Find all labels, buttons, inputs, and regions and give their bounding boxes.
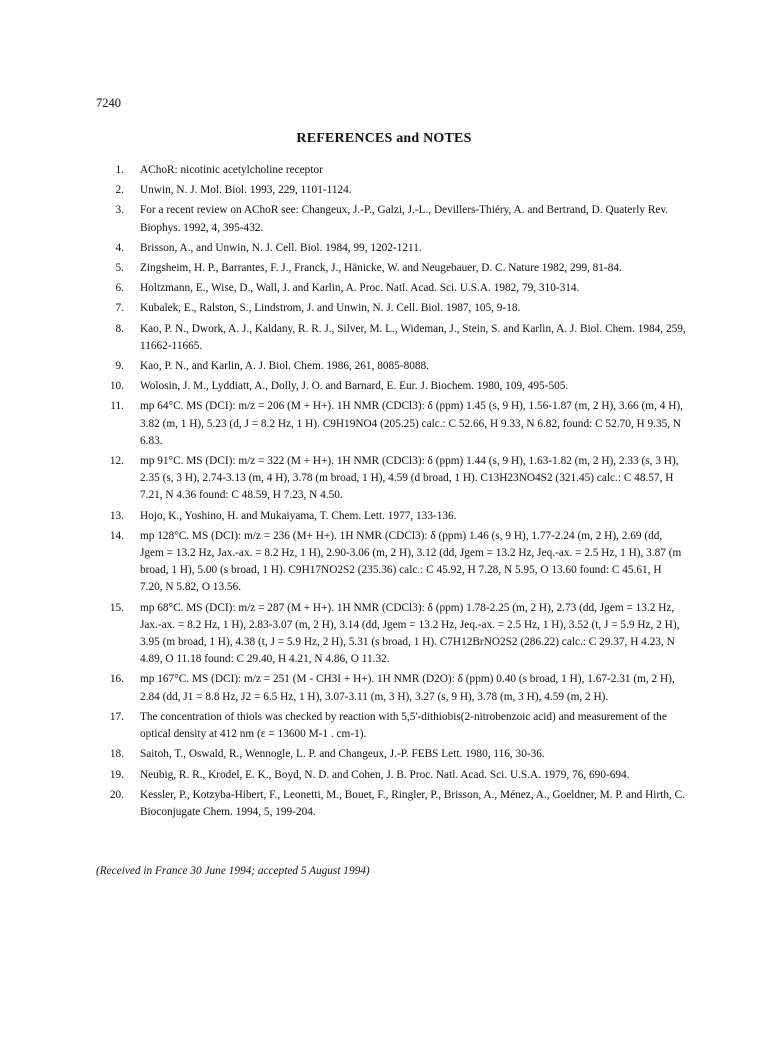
reference-item: [96, 321, 686, 355]
page-number: 7240: [96, 96, 121, 110]
received-note: (Received in France 30 June 1994; accepted 5 August 1994): [96, 865, 370, 877]
reference-item: [96, 358, 686, 375]
reference-number: 1.: [115, 164, 124, 176]
reference-number: 9.: [115, 360, 124, 373]
reference-item: [96, 671, 686, 705]
reference-item: [96, 746, 686, 763]
reference-item: [96, 300, 686, 317]
reference-text: mp 64°C. MS (DCI): m/z = 206 (M + H+). 1H NMR (CDCl3): δ (ppm) 1.45 (s, 9 H), 1.56-1.87 (m, 2 H), 3.66 (m, 4 H), 3.82 (m, 1 H), 5.23 (d, J = 8.2 Hz, 1 H). C9H19NO4 (205.25) calc.: C 52.66, H 9.33, N 6.82, found: C 52.70, H 9.35, N 6.83.: [140, 400, 683, 447]
reference-number: 17.: [109, 710, 124, 723]
reference-item: [96, 508, 686, 525]
reference-text: For a recent review on AChoR see: Changeux, J.-P., Galzi, J.-L., Devillers-Thiéry, A. and Bertrand, D. Quaterly Rev. Biophys. 1992, 4, 395-432.: [140, 204, 669, 234]
reference-text: mp 91°C. MS (DCI): m/z = 322 (M + H+). 1H NMR (CDCl3): δ (ppm) 1.44 (s, 9 H), 1.63-1.82 (m, 2 H), 2.33 (s, 3 H), 2.35 (s, 3 H), 2.74-3.13 (m, 4 H), 3.78 (m broad, 1 H), 4.59 (d broad, 1 H). C13H23NO4S2 (321.45) calc.: C 48.57, H 7.21, N 4.36 found: C 48.59, H 7.23, N 4.50.: [140, 455, 679, 502]
reference-item: [96, 398, 686, 450]
reference-number: 20.: [109, 788, 124, 801]
reference-text: Kao, P. N., and Karlin, A. J. Biol. Chem. 1986, 261, 8085-8088.: [140, 360, 430, 373]
reference-item: [96, 240, 686, 257]
reference-item: [96, 528, 686, 597]
reference-text: Hojo, K., Yoshino, H. and Mukaiyama, T. Chem. Lett. 1977, 133-136.: [140, 509, 457, 522]
reference-number: 6.: [115, 282, 124, 295]
reference-number: 8.: [115, 322, 124, 335]
reference-number: 3.: [115, 204, 124, 217]
reference-number: 4.: [115, 241, 124, 254]
reference-item: [96, 767, 686, 784]
reference-text: The concentration of thiols was checked by reaction with 5,5'-dithiobis(2-nitrobenzoic acid) and measurement of the optical density at 412 nm (ε = 13600 M-1 . cm-1).: [140, 710, 667, 741]
reference-text: Unwin, N. J. Mol. Biol. 1993, 229, 1101-1124.: [140, 184, 352, 197]
reference-item: [96, 453, 686, 505]
reference-number: 16.: [109, 673, 124, 686]
reference-text: Holtzmann, E., Wise, D., Wall, J. and Karlin, A. Proc. Natl. Acad. Sci. U.S.A. 1982, 79, 310-314.: [140, 282, 580, 295]
reference-text: mp 167°C. MS (DCI): m/z = 251 (M - CH3I + H+). 1H NMR (D2O): δ (ppm) 0.40 (s broad, 1 H), 1.67-2.31 (m, 2 H), 2.84 (dd, J1 = 8.8 Hz, J2 = 6.5 Hz, 1 H), 3.07-3.11 (m, 3 H), 3.27 (s, 9 H), 3.78 (m, 3 H), 4.59 (m, 2 H).: [140, 673, 675, 703]
reference-item: [96, 600, 686, 669]
reference-number: 14.: [109, 529, 124, 542]
reference-item: [96, 280, 686, 297]
reference-item: [96, 709, 686, 743]
reference-text: Kessler, P., Kotzyba-Hibert, F., Leonetti, M., Bouet, F., Ringler, P., Brisson, A., Ménez, A., Goeldner, M. P. and Hirth, C. Bioconjugate Chem. 1994, 5, 199-204.: [140, 788, 686, 818]
reference-number: 11.: [110, 400, 124, 413]
reference-number: 10.: [109, 380, 124, 393]
reference-number: 2.: [115, 184, 124, 197]
section-title: REFERENCES and NOTES: [296, 131, 472, 146]
reference-number: 7.: [115, 302, 124, 315]
reference-item: [96, 182, 686, 199]
reference-number: 15.: [109, 601, 124, 614]
reference-text: Saitoh, T., Oswald, R., Wennogle, L. P. and Changeux, J.-P. FEBS Lett. 1980, 116, 30-36.: [140, 748, 545, 761]
reference-text: Neubig, R. R., Krodel, E. K., Boyd, N. D. and Cohen, J. B. Proc. Natl. Acad. Sci. U.S.A. 1979, 76, 690-694.: [140, 768, 630, 781]
reference-text: AChoR: nicotinic acetylcholine receptor: [140, 164, 323, 176]
reference-item: [96, 260, 686, 277]
reference-text: Kubalek, E., Ralston, S., Lindstrom, J. and Unwin, N. J. Cell. Biol. 1987, 105, 9-18.: [140, 302, 521, 315]
reference-item: [96, 378, 686, 395]
reference-number: 12.: [109, 455, 124, 468]
reference-number: 13.: [109, 509, 124, 522]
reference-text: mp 128°C. MS (DCI): m/z = 236 (M+ H+). 1H NMR (CDCl3): δ (ppm) 1.46 (s, 9 H), 1.77-2.24 (m, 2 H), 2.69 (dd, Jgem = 13.2 Hz, Jax.-ax. = 8.2 Hz, 1 H), 2.90-3.06 (m, 2 H), 3.12 (dd, Jgem = 13.2 Hz, Jeq.-ax. = 2.5 Hz, 1 H), 3.87 (m broad, 1 H), 5.00 (s broad, 1 H). C9H17NO2S2 (235.36) calc.: C 45.92, H 7.28, N 5.95, O 13.60 found: C 45.61, H 7.20, N 5.82, O 13.56.: [140, 529, 682, 594]
reference-number: 5.: [115, 262, 124, 275]
reference-text: Wolosin, J. M., Lyddiatt, A., Dolly, J. O. and Barnard, E. Eur. J. Biochem. 1980, 109, 495-505.: [140, 380, 569, 393]
reference-text: Kao, P. N., Dwork, A. J., Kaldany, R. R. J., Silver, M. L., Wideman, J., Stein, S. and Karlin, A. J. Biol. Chem. 1984, 259, 11662-11665.: [140, 322, 686, 352]
reference-item: [96, 787, 686, 821]
reference-item: [96, 162, 686, 179]
reference-number: 19.: [109, 768, 124, 781]
reference-text: mp 68°C. MS (DCI): m/z = 287 (M + H+). 1H NMR (CDCl3): δ (ppm) 1.78-2.25 (m, 2 H), 2.73 (dd, Jgem = 13.2 Hz, Jax.-ax. = 8.2 Hz, 1 H), 2.83-3.07 (m, 2 H), 3.14 (dd, Jgem = 13.2 Hz, Jeq.-ax. = 2.5 Hz, 1 H), 3.52 (t, J = 5.9 Hz, 2 H), 3.95 (m broad, 1 H), 4.38 (t, J = 5.9 Hz, 2 H), 5.31 (s broad, 1 H). C7H12BrNO2S2 (286.22) calc.: C 29.37, H 4.23, N 4.89, O 11.18 found: C 29.40, H 4.21, N 4.86, O 11.32.: [140, 601, 680, 666]
reference-item: [96, 202, 686, 236]
reference-text: Zingsheim, H. P., Barrantes, F. J., Franck, J., Hänicke, W. and Neugebauer, D. C. Nature 1982, 299, 81-84.: [140, 262, 622, 275]
reference-list: [96, 162, 686, 824]
reference-number: 18.: [109, 748, 124, 761]
reference-text: Brisson, A., and Unwin, N. J. Cell. Biol. 1984, 99, 1202-1211.: [140, 241, 422, 254]
